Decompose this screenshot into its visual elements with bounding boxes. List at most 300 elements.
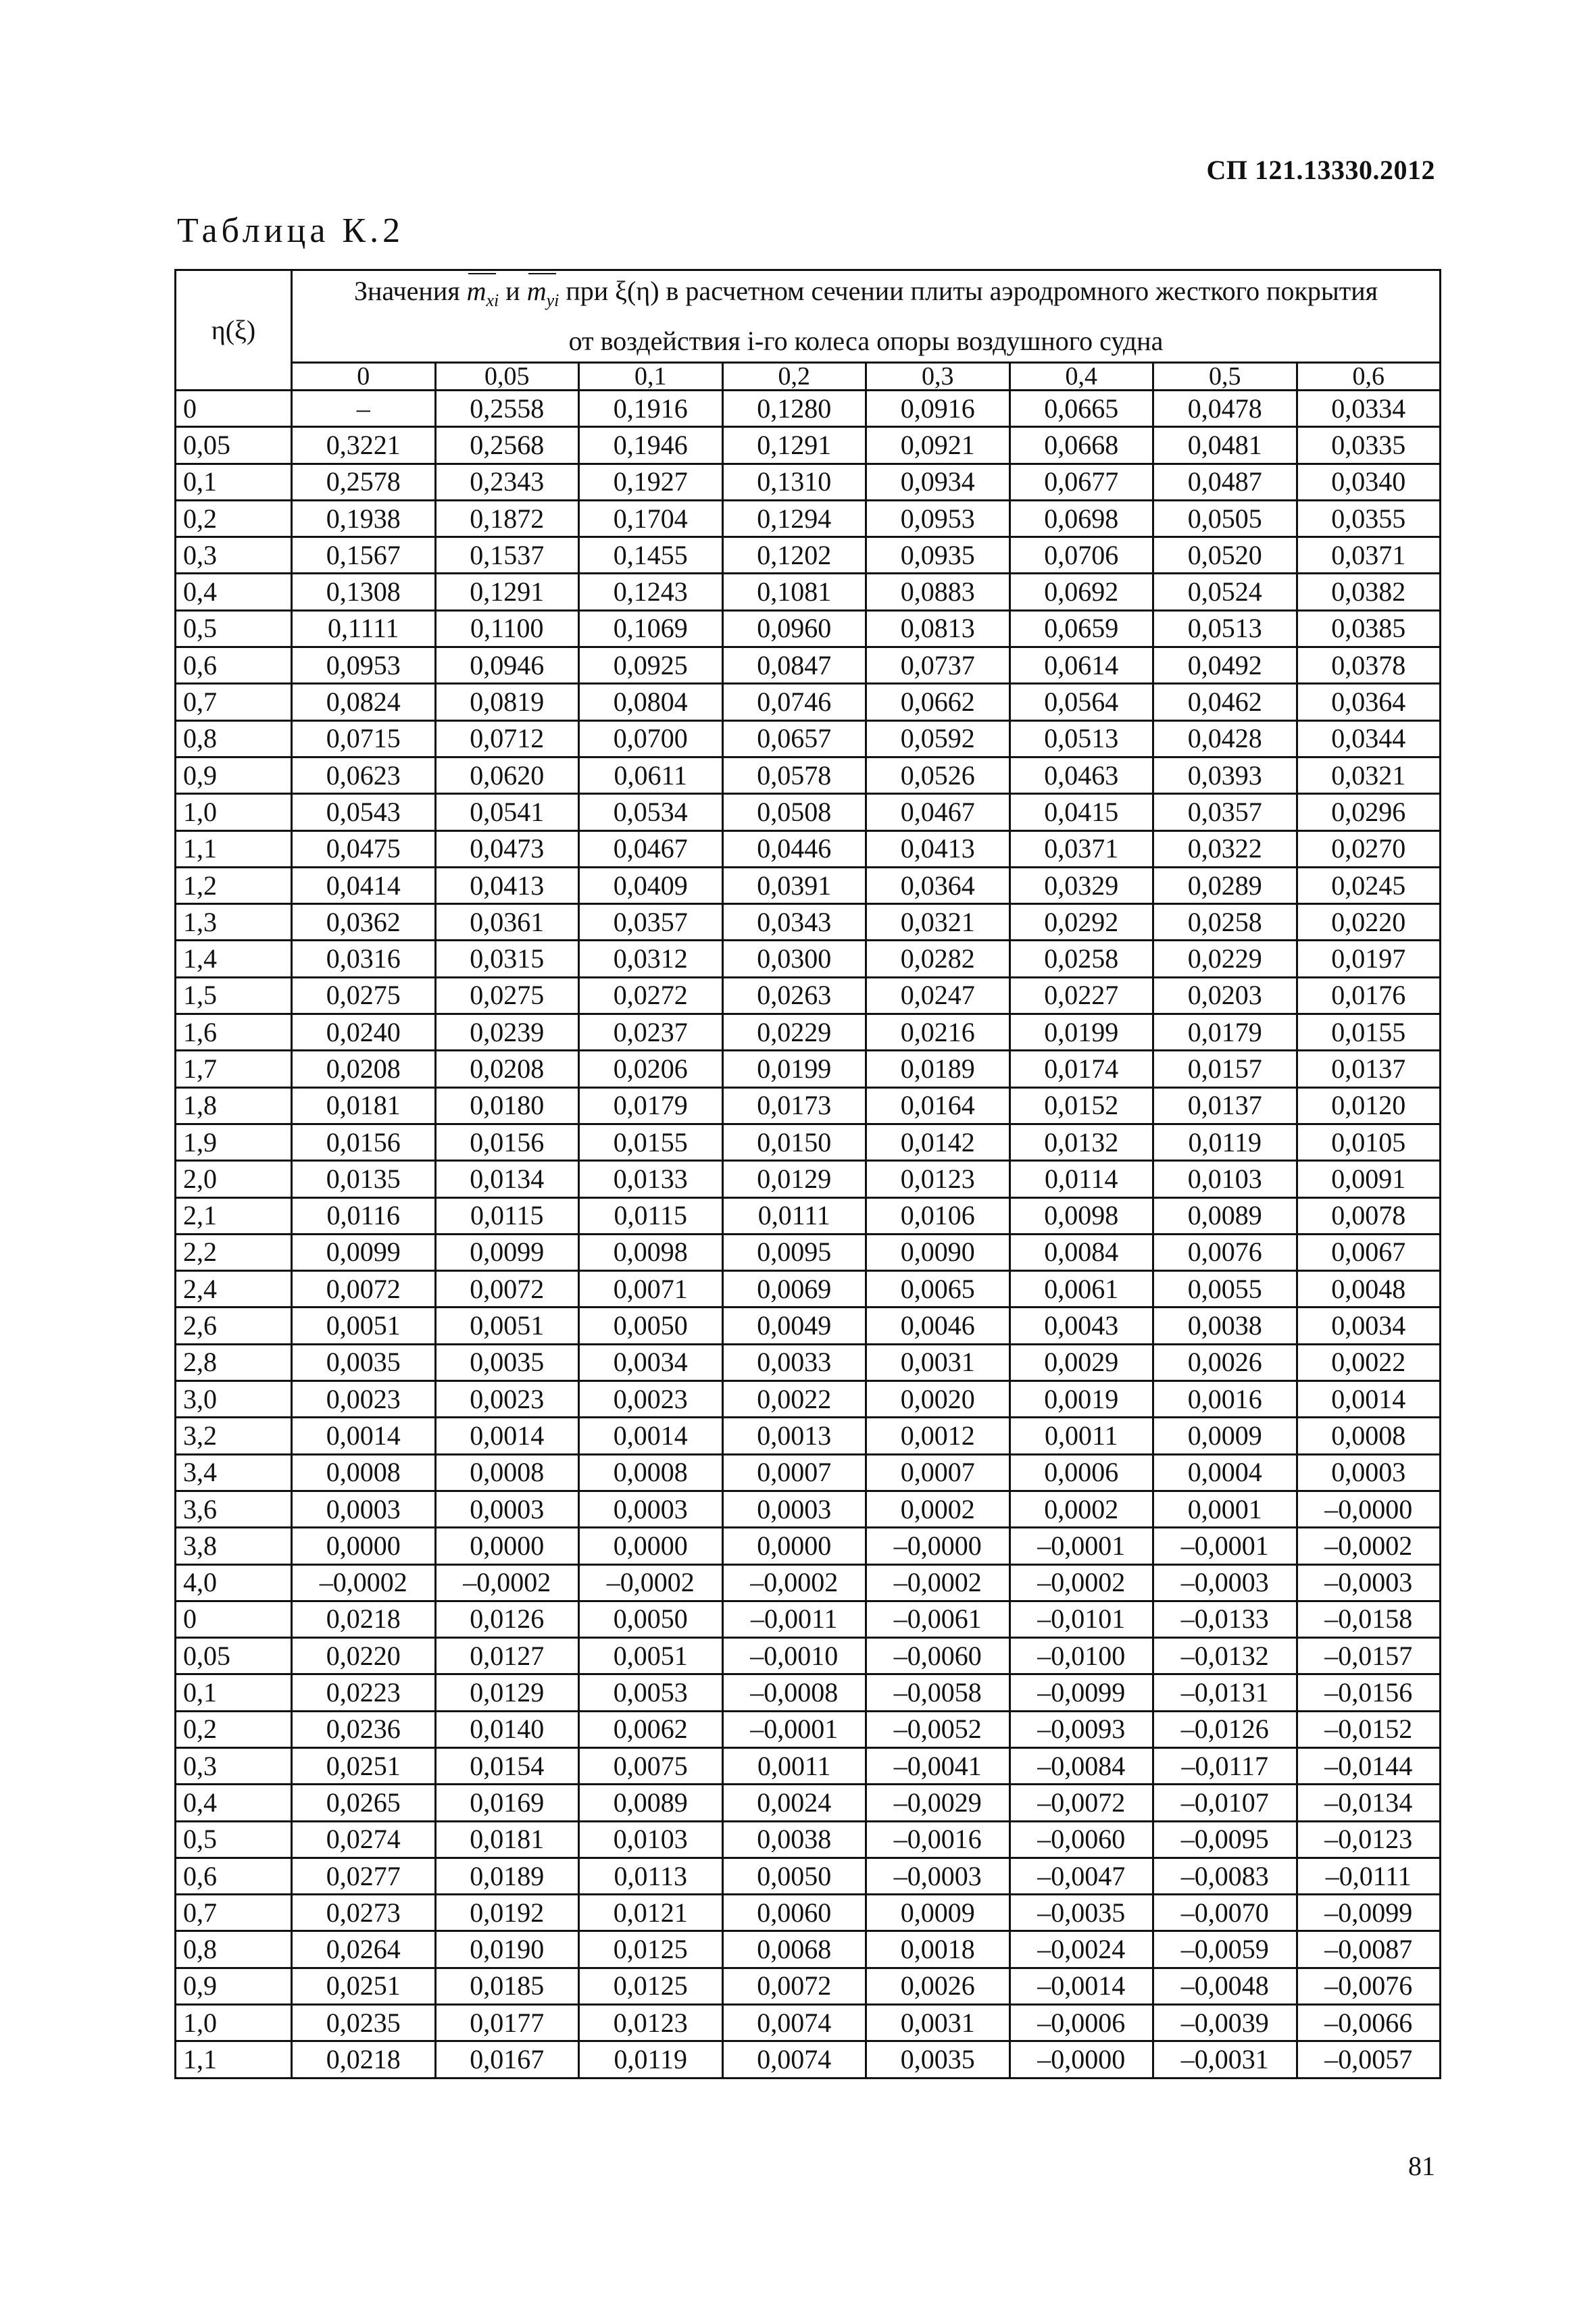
table-row xyxy=(176,574,1441,610)
value-cell: 0,0050 xyxy=(579,1308,723,1344)
value-cell: 0,0463 xyxy=(1009,757,1153,793)
value-cell: 0,0106 xyxy=(866,1197,1010,1234)
value-cell: 0,0715 xyxy=(292,720,436,757)
value-cell: 0,0240 xyxy=(292,1014,436,1051)
value-cell: 0,0263 xyxy=(722,977,866,1014)
value-cell: 0,0185 xyxy=(435,1968,579,2004)
value-cell: 0,1704 xyxy=(579,500,723,537)
value-cell: 0,0312 xyxy=(579,941,723,977)
value-cell: 0,0150 xyxy=(722,1124,866,1160)
value-cell: 0,0229 xyxy=(722,1014,866,1051)
value-cell: 0,1081 xyxy=(722,574,866,610)
value-cell: 0,0020 xyxy=(866,1381,1010,1418)
value-cell: 0,0218 xyxy=(292,2041,436,2078)
value-cell: 0,0229 xyxy=(1153,941,1297,977)
value-cell: 0,0300 xyxy=(722,941,866,977)
value-cell: 0,0208 xyxy=(435,1051,579,1087)
table-row xyxy=(176,1014,1441,1051)
value-cell: –0,0083 xyxy=(1153,1858,1297,1894)
value-cell: 0,0023 xyxy=(435,1381,579,1418)
eta-cell: 2,0 xyxy=(176,1161,292,1197)
value-cell: 0,0120 xyxy=(1297,1087,1441,1124)
value-cell: 0,0051 xyxy=(579,1638,723,1674)
value-cell: 0,0009 xyxy=(866,1895,1010,1931)
value-cell: 0,0007 xyxy=(722,1454,866,1491)
value-cell: 0,1100 xyxy=(435,610,579,647)
value-cell: 0,0098 xyxy=(1009,1197,1153,1234)
table-row xyxy=(176,1968,1441,2004)
value-cell: –0,0057 xyxy=(1297,2041,1441,2078)
table-row xyxy=(176,1418,1441,1454)
value-cell: –0,0087 xyxy=(1297,1931,1441,1968)
eta-cell: 3,2 xyxy=(176,1418,292,1454)
value-cell: –0,0100 xyxy=(1009,1638,1153,1674)
value-cell: 0,0343 xyxy=(722,904,866,941)
value-cell: 0,0123 xyxy=(579,2005,723,2041)
value-cell: 0,0127 xyxy=(435,1638,579,1674)
value-cell: 0,0050 xyxy=(579,1601,723,1637)
value-cell: –0,0010 xyxy=(722,1638,866,1674)
value-cell: 0,1280 xyxy=(722,391,866,427)
value-cell: 0,0069 xyxy=(722,1271,866,1308)
page-number: 81 xyxy=(1408,2151,1435,2181)
value-cell: 0,0357 xyxy=(1153,794,1297,830)
value-cell: 0,0014 xyxy=(435,1418,579,1454)
column-header: 0,6 xyxy=(1297,363,1441,391)
table-row xyxy=(176,537,1441,574)
value-cell: 0,0203 xyxy=(1153,977,1297,1014)
value-cell: 0,0199 xyxy=(1009,1014,1153,1051)
value-cell: 0,0035 xyxy=(866,2041,1010,2078)
value-cell: 0,0237 xyxy=(579,1014,723,1051)
value-cell: 0,0029 xyxy=(1009,1344,1153,1380)
value-cell: 0,0251 xyxy=(292,1968,436,2004)
value-cell: 0,0152 xyxy=(1009,1087,1153,1124)
value-cell: 0,0414 xyxy=(292,867,436,903)
value-cell: 0,0167 xyxy=(435,2041,579,2078)
value-cell: 0,0524 xyxy=(1153,574,1297,610)
value-cell: 0,1294 xyxy=(722,500,866,537)
value-cell: 0,0155 xyxy=(1297,1014,1441,1051)
value-cell: 0,0925 xyxy=(579,647,723,684)
value-cell: 0,0022 xyxy=(1297,1344,1441,1380)
m-xi-symbol: $m_{xi}$ xyxy=(466,276,499,310)
value-cell: 0,0364 xyxy=(1297,684,1441,720)
value-cell: –0,0011 xyxy=(722,1601,866,1637)
value-cell: 0,0385 xyxy=(1297,610,1441,647)
value-cell: 0,0003 xyxy=(292,1491,436,1527)
value-cell: –0,0133 xyxy=(1153,1601,1297,1637)
column-header: 0,05 xyxy=(435,363,579,391)
eta-cell: 0,7 xyxy=(176,1895,292,1931)
value-cell: 0,0002 xyxy=(1009,1491,1153,1527)
value-cell: 0,0049 xyxy=(722,1308,866,1344)
table-row xyxy=(176,427,1441,464)
value-cell: –0,0002 xyxy=(1009,1564,1153,1601)
value-cell: 0,2578 xyxy=(292,464,436,500)
value-cell: –0,0158 xyxy=(1297,1601,1441,1637)
value-cell: 0,0492 xyxy=(1153,647,1297,684)
value-cell: 0,0180 xyxy=(435,1087,579,1124)
value-cell: 0,0125 xyxy=(579,1931,723,1968)
eta-cell: 1,3 xyxy=(176,904,292,941)
value-cell: 0,0003 xyxy=(1297,1454,1441,1491)
value-cell: 0,0076 xyxy=(1153,1234,1297,1270)
value-cell: 0,0505 xyxy=(1153,500,1297,537)
value-cell: 0,0140 xyxy=(435,1711,579,1747)
value-cell: 0,0275 xyxy=(435,977,579,1014)
eta-cell: 0,4 xyxy=(176,574,292,610)
value-cell: 0,0035 xyxy=(435,1344,579,1380)
eta-cell: 0,6 xyxy=(176,647,292,684)
eta-cell: 3,8 xyxy=(176,1528,292,1564)
table-row xyxy=(176,610,1441,647)
eta-cell: 3,0 xyxy=(176,1381,292,1418)
table-row xyxy=(176,1051,1441,1087)
value-cell: 0,0002 xyxy=(866,1491,1010,1527)
value-cell: –0,0003 xyxy=(1153,1564,1297,1601)
value-cell: 0,2343 xyxy=(435,464,579,500)
value-cell: 0,0564 xyxy=(1009,684,1153,720)
value-cell: 0,0105 xyxy=(1297,1124,1441,1160)
value-cell: 0,0592 xyxy=(866,720,1010,757)
value-cell: –0,0156 xyxy=(1297,1674,1441,1711)
value-cell: 0,0121 xyxy=(579,1895,723,1931)
value-cell: 0,0181 xyxy=(435,1821,579,1858)
eta-cell: 0,3 xyxy=(176,1747,292,1784)
value-cell: –0,0002 xyxy=(292,1564,436,1601)
value-cell: 0,0265 xyxy=(292,1785,436,1821)
value-cell: –0,0144 xyxy=(1297,1747,1441,1784)
document-code: СП 121.13330.2012 xyxy=(1206,155,1435,185)
value-cell: 0,1938 xyxy=(292,500,436,537)
eta-cell: 1,0 xyxy=(176,794,292,830)
value-cell: 0,3221 xyxy=(292,427,436,464)
table-row xyxy=(176,1785,1441,1821)
value-cell: 0,0189 xyxy=(866,1051,1010,1087)
value-cell: 0,0003 xyxy=(435,1491,579,1527)
table-row xyxy=(176,1124,1441,1160)
table-row xyxy=(176,1271,1441,1308)
value-cell: 0,0119 xyxy=(579,2041,723,2078)
eta-cell: 1,7 xyxy=(176,1051,292,1087)
value-cell: 0,0409 xyxy=(579,867,723,903)
value-cell: 0,0126 xyxy=(435,1601,579,1637)
value-cell: –0,0002 xyxy=(435,1564,579,1601)
eta-cell: 0,8 xyxy=(176,720,292,757)
table-row xyxy=(176,1197,1441,1234)
value-cell: 0,0090 xyxy=(866,1234,1010,1270)
value-cell: –0,0000 xyxy=(866,1528,1010,1564)
row-header-eta: η(ξ) xyxy=(176,270,292,391)
eta-cell: 2,8 xyxy=(176,1344,292,1380)
value-cell: 0,0115 xyxy=(579,1197,723,1234)
value-cell: 0,0382 xyxy=(1297,574,1441,610)
table-row xyxy=(176,647,1441,684)
eta-cell: 0,7 xyxy=(176,684,292,720)
value-cell: –0,0041 xyxy=(866,1747,1010,1784)
value-cell: 0,0270 xyxy=(1297,830,1441,867)
values-table xyxy=(174,269,1441,2079)
value-cell: 0,0181 xyxy=(292,1087,436,1124)
value-cell: 0,0371 xyxy=(1009,830,1153,867)
value-cell: 0,0060 xyxy=(722,1895,866,1931)
caption-line-2: от воздействия i-го колеса опоры воздушного судна xyxy=(568,326,1164,356)
value-cell: –0,0123 xyxy=(1297,1821,1441,1858)
value-cell: 0,0135 xyxy=(292,1161,436,1197)
eta-cell: 2,2 xyxy=(176,1234,292,1270)
table-row xyxy=(176,1528,1441,1564)
value-cell: 0,0009 xyxy=(1153,1418,1297,1454)
table-row xyxy=(176,1858,1441,1894)
value-cell: 0,0220 xyxy=(292,1638,436,1674)
value-cell: 0,0315 xyxy=(435,941,579,977)
value-cell: 0,0031 xyxy=(866,1344,1010,1380)
value-cell: 0,0620 xyxy=(435,757,579,793)
value-cell: 0,0189 xyxy=(435,1858,579,1894)
value-cell: 0,0935 xyxy=(866,537,1010,574)
value-cell: 0,0048 xyxy=(1297,1271,1441,1308)
value-cell: 0,1537 xyxy=(435,537,579,574)
value-cell: 0,0316 xyxy=(292,941,436,977)
value-cell: 0,0264 xyxy=(292,1931,436,1968)
value-cell: 0,0706 xyxy=(1009,537,1153,574)
value-cell: 0,0344 xyxy=(1297,720,1441,757)
value-cell: 0,0364 xyxy=(866,867,1010,903)
value-cell: –0,0099 xyxy=(1297,1895,1441,1931)
value-cell: 0,0206 xyxy=(579,1051,723,1087)
value-cell: –0,0016 xyxy=(866,1821,1010,1858)
value-cell: 0,0478 xyxy=(1153,391,1297,427)
eta-cell: 1,5 xyxy=(176,977,292,1014)
value-cell: 0,0024 xyxy=(722,1785,866,1821)
value-cell: 0,0018 xyxy=(866,1931,1010,1968)
value-cell: 0,0072 xyxy=(435,1271,579,1308)
value-cell: 0,0543 xyxy=(292,794,436,830)
value-cell: –0,0059 xyxy=(1153,1931,1297,1968)
value-cell: –0,0070 xyxy=(1153,1895,1297,1931)
eta-cell: 0 xyxy=(176,391,292,427)
value-cell: 0,0921 xyxy=(866,427,1010,464)
value-cell: 0,0357 xyxy=(579,904,723,941)
value-cell: 0,0023 xyxy=(579,1381,723,1418)
value-cell: –0,0000 xyxy=(1297,1491,1441,1527)
value-cell: 0,0034 xyxy=(579,1344,723,1380)
value-cell: –0,0084 xyxy=(1009,1747,1153,1784)
value-cell: 0,1567 xyxy=(292,537,436,574)
table-row xyxy=(176,2005,1441,2041)
table-row xyxy=(176,1564,1441,1601)
table-row xyxy=(176,1308,1441,1344)
value-cell: 0,0031 xyxy=(866,2005,1010,2041)
value-cell: 0,0534 xyxy=(579,794,723,830)
value-cell: 0,0223 xyxy=(292,1674,436,1711)
table-row xyxy=(176,1711,1441,1747)
table-row xyxy=(176,1601,1441,1637)
table-row xyxy=(176,977,1441,1014)
value-cell: 0,0292 xyxy=(1009,904,1153,941)
table-row xyxy=(176,1344,1441,1380)
value-cell: 0,0008 xyxy=(579,1454,723,1491)
value-cell: 0,0003 xyxy=(722,1491,866,1527)
value-cell: 0,0075 xyxy=(579,1747,723,1784)
value-cell: 0,2558 xyxy=(435,391,579,427)
column-header: 0 xyxy=(292,363,436,391)
value-cell: 0,0129 xyxy=(435,1674,579,1711)
value-cell: 0,0089 xyxy=(1153,1197,1297,1234)
value-cell: 0,0034 xyxy=(1297,1308,1441,1344)
value-cell: –0,0035 xyxy=(1009,1895,1153,1931)
value-cell: 0,0282 xyxy=(866,941,1010,977)
value-cell: –0,0029 xyxy=(866,1785,1010,1821)
value-cell: –0,0003 xyxy=(1297,1564,1441,1601)
value-cell: 0,0164 xyxy=(866,1087,1010,1124)
value-cell: 0,0011 xyxy=(1009,1418,1153,1454)
value-cell: 0,0462 xyxy=(1153,684,1297,720)
column-header: 0,1 xyxy=(579,363,723,391)
value-cell: –0,0002 xyxy=(579,1564,723,1601)
value-cell: 0,0125 xyxy=(579,1968,723,2004)
table-row xyxy=(176,684,1441,720)
value-cell: 0,0133 xyxy=(579,1161,723,1197)
value-cell: 0,0173 xyxy=(722,1087,866,1124)
value-cell: 0,1243 xyxy=(579,574,723,610)
value-cell: 0,0289 xyxy=(1153,867,1297,903)
table-row xyxy=(176,720,1441,757)
value-cell: 0,0413 xyxy=(435,867,579,903)
value-cell: –0,0058 xyxy=(866,1674,1010,1711)
value-cell: 0,0006 xyxy=(1009,1454,1153,1491)
value-cell: 0,0155 xyxy=(579,1124,723,1160)
value-cell: 0,0541 xyxy=(435,794,579,830)
value-cell: 0,0334 xyxy=(1297,391,1441,427)
value-cell: 0,0824 xyxy=(292,684,436,720)
eta-cell: 0,1 xyxy=(176,464,292,500)
table-row xyxy=(176,2041,1441,2078)
value-cell: 0,0953 xyxy=(866,500,1010,537)
value-cell: 0,0273 xyxy=(292,1895,436,1931)
value-cell: –0,0131 xyxy=(1153,1674,1297,1711)
m-yi-symbol: $m_{yi}$ xyxy=(526,276,559,310)
value-cell: 0,0114 xyxy=(1009,1161,1153,1197)
table-row xyxy=(176,757,1441,793)
value-cell: 0,0235 xyxy=(292,2005,436,2041)
value-cell: 0,0008 xyxy=(292,1454,436,1491)
value-cell: 0,0084 xyxy=(1009,1234,1153,1270)
table-row xyxy=(176,1821,1441,1858)
value-cell: 0,0103 xyxy=(579,1821,723,1858)
value-cell: 0,0174 xyxy=(1009,1051,1153,1087)
eta-cell: 1,9 xyxy=(176,1124,292,1160)
value-cell: 0,0026 xyxy=(866,1968,1010,2004)
value-cell: 0,0176 xyxy=(1297,977,1441,1014)
value-cell: 0,0000 xyxy=(722,1528,866,1564)
value-cell: 0,0046 xyxy=(866,1308,1010,1344)
value-cell: 0,0103 xyxy=(1153,1161,1297,1197)
value-cell: 0,0137 xyxy=(1297,1051,1441,1087)
value-cell: 0,0051 xyxy=(435,1308,579,1344)
value-cell: 0,0000 xyxy=(579,1528,723,1564)
column-header: 0,2 xyxy=(722,363,866,391)
value-cell: 0,0004 xyxy=(1153,1454,1297,1491)
value-cell: 0,0335 xyxy=(1297,427,1441,464)
eta-cell: 0,5 xyxy=(176,610,292,647)
value-cell: 0,0916 xyxy=(866,391,1010,427)
value-cell: 0,0378 xyxy=(1297,647,1441,684)
value-cell: 0,1308 xyxy=(292,574,436,610)
value-cell: 0,0113 xyxy=(579,1858,723,1894)
value-cell: 0,1927 xyxy=(579,464,723,500)
value-cell: 0,0960 xyxy=(722,610,866,647)
value-cell: 0,0099 xyxy=(292,1234,436,1270)
value-cell: 0,0446 xyxy=(722,830,866,867)
value-cell: 0,0275 xyxy=(292,977,436,1014)
value-cell: 0,0272 xyxy=(579,977,723,1014)
value-cell: 0,0071 xyxy=(579,1271,723,1308)
value-cell: 0,1291 xyxy=(435,574,579,610)
value-cell: 0,0355 xyxy=(1297,500,1441,537)
value-cell: 0,0116 xyxy=(292,1197,436,1234)
value-cell: 0,0712 xyxy=(435,720,579,757)
eta-cell: 0,6 xyxy=(176,1858,292,1894)
value-cell: 0,0192 xyxy=(435,1895,579,1931)
value-cell: 0,0019 xyxy=(1009,1381,1153,1418)
value-cell: 0,0239 xyxy=(435,1014,579,1051)
value-cell: 0,0003 xyxy=(579,1491,723,1527)
value-cell: 0,0883 xyxy=(866,574,1010,610)
value-cell: –0,0095 xyxy=(1153,1821,1297,1858)
eta-cell: 0,2 xyxy=(176,500,292,537)
value-cell: 0,1310 xyxy=(722,464,866,500)
eta-cell: 0,05 xyxy=(176,1638,292,1674)
value-cell: 0,0413 xyxy=(866,830,1010,867)
value-cell: 0,0520 xyxy=(1153,537,1297,574)
value-cell: 0,0068 xyxy=(722,1931,866,1968)
value-cell: –0,0111 xyxy=(1297,1858,1441,1894)
value-cell: 0,2568 xyxy=(435,427,579,464)
value-cell: 0,0611 xyxy=(579,757,723,793)
value-cell: 0,0033 xyxy=(722,1344,866,1380)
value-cell: 0,0578 xyxy=(722,757,866,793)
value-cell: 0,0012 xyxy=(866,1418,1010,1454)
value-cell: 0,1111 xyxy=(292,610,436,647)
value-cell: 0,0089 xyxy=(579,1785,723,1821)
value-cell: –0,0002 xyxy=(1297,1528,1441,1564)
eta-cell: 0,5 xyxy=(176,1821,292,1858)
value-cell: 0,0179 xyxy=(1153,1014,1297,1051)
value-cell: 0,0007 xyxy=(866,1454,1010,1491)
value-cell: 0,0074 xyxy=(722,2041,866,2078)
value-cell: 0,0095 xyxy=(722,1234,866,1270)
table-row xyxy=(176,1454,1441,1491)
value-cell: 0,0023 xyxy=(292,1381,436,1418)
value-cell: 0,0111 xyxy=(722,1197,866,1234)
value-cell: –0,0048 xyxy=(1153,1968,1297,2004)
value-cell: 0,0258 xyxy=(1009,941,1153,977)
value-cell: 0,0156 xyxy=(435,1124,579,1160)
value-cell: 0,0038 xyxy=(722,1821,866,1858)
value-cell: –0,0132 xyxy=(1153,1638,1297,1674)
table-row xyxy=(176,830,1441,867)
value-cell: 0,0098 xyxy=(579,1234,723,1270)
value-cell: 0,0804 xyxy=(579,684,723,720)
value-cell: –0,0152 xyxy=(1297,1711,1441,1747)
value-cell: 0,1455 xyxy=(579,537,723,574)
column-header: 0,5 xyxy=(1153,363,1297,391)
value-cell: 0,0016 xyxy=(1153,1381,1297,1418)
value-cell: 0,0847 xyxy=(722,647,866,684)
value-cell: 0,1872 xyxy=(435,500,579,537)
